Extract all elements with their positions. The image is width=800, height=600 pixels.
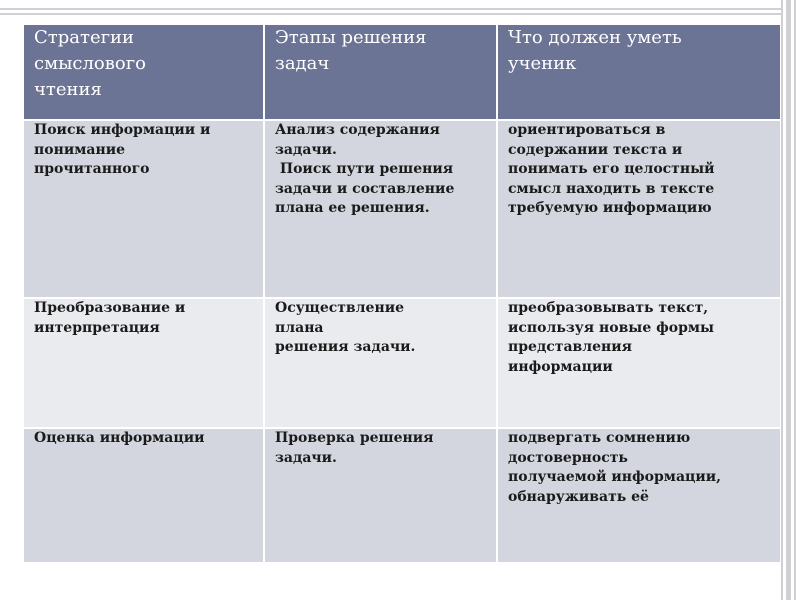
header-line: смыслового — [34, 53, 146, 74]
frame-right-line — [781, 0, 783, 600]
cell-line: ориентироваться в — [508, 122, 666, 138]
header-line: Что должен уметь — [508, 27, 682, 48]
strategies-table — [24, 25, 780, 564]
cell-line: Поиск пути решения — [275, 161, 454, 177]
cell-stage — [264, 298, 497, 428]
header-line: Этапы решения — [275, 27, 427, 48]
cell-line: решения задачи. — [275, 339, 416, 355]
cell-line: Поиск информации и — [34, 122, 211, 138]
cell-line: Анализ содержания — [275, 122, 440, 138]
cell-line: достоверность — [508, 449, 628, 466]
cell-line: смысл находить в тексте — [508, 180, 715, 197]
cell-line: используя новые формы — [508, 319, 715, 336]
header-line: ученик — [508, 53, 577, 74]
table-row — [24, 298, 780, 428]
cell-line: обнаруживать её — [508, 488, 649, 505]
cell-line: прочитанного — [34, 161, 150, 177]
cell-line: информации — [508, 358, 613, 375]
cell-line: представления — [508, 339, 633, 355]
cell-line: получаемой информации, — [508, 469, 722, 485]
cell-line: задачи и составление — [275, 180, 455, 197]
cell-line: Проверка решения — [275, 430, 434, 446]
header-stages — [264, 25, 497, 120]
cell-line: подвергать сомнению — [508, 430, 691, 446]
cell-line: преобразовывать текст, — [508, 300, 709, 316]
header-strategies — [24, 25, 264, 120]
cell-line: Оценка информации — [34, 430, 205, 446]
header-line: задач — [275, 53, 330, 74]
cell-line: понимать его целостный — [508, 161, 715, 177]
header-line: Стратегии — [34, 27, 135, 48]
cell-skill — [497, 298, 780, 428]
header-line: чтения — [34, 79, 102, 100]
cell-strategy — [24, 298, 264, 428]
cell-strategy — [24, 120, 264, 298]
cell-stage — [264, 428, 497, 563]
frame-right-line — [794, 0, 796, 600]
cell-line: Преобразование и — [34, 300, 186, 316]
cell-skill — [497, 120, 780, 298]
table-row — [24, 428, 780, 563]
cell-stage — [264, 120, 497, 298]
cell-line: содержании текста и — [508, 141, 683, 158]
cell-line: требуемую информацию — [508, 200, 712, 216]
frame-right-line — [786, 0, 791, 600]
cell-line: плана ее решения. — [275, 200, 430, 216]
cell-line: понимание — [34, 141, 125, 158]
table-row — [24, 120, 780, 298]
cell-line: Осуществление — [275, 300, 404, 316]
cell-line: задачи. — [275, 141, 337, 158]
cell-line: плана — [275, 319, 324, 336]
cell-strategy — [24, 428, 264, 563]
cell-skill — [497, 428, 780, 563]
frame-top-line — [0, 8, 781, 10]
table-header-row — [24, 25, 780, 120]
cell-line: интерпретация — [34, 319, 160, 336]
frame-top-line — [0, 13, 781, 15]
cell-line: задачи. — [275, 449, 337, 466]
header-skills — [497, 25, 780, 120]
